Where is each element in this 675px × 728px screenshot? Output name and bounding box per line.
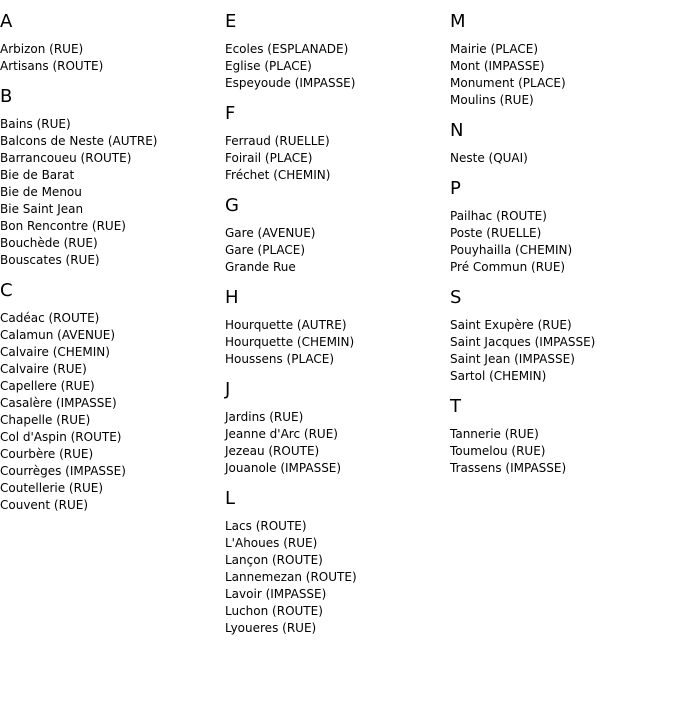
- section-s: [450, 287, 675, 385]
- street-list: [0, 310, 225, 514]
- street-link[interactable]: Jeanne d'Arc (RUE): [225, 427, 338, 441]
- street-link[interactable]: Col d'Aspin (ROUTE): [0, 430, 122, 444]
- street-link[interactable]: Casalère (IMPASSE): [0, 396, 117, 410]
- section-letter: N: [450, 120, 464, 141]
- street-link[interactable]: Coutellerie (RUE): [0, 481, 103, 495]
- street-link[interactable]: Mairie (PLACE): [450, 42, 539, 56]
- column-3: [450, 0, 675, 477]
- street-link[interactable]: Calvaire (RUE): [0, 362, 87, 376]
- street-link[interactable]: Lannemezan (ROUTE): [225, 570, 357, 584]
- section-l: [225, 488, 450, 637]
- street-link[interactable]: Monument (PLACE): [450, 76, 566, 90]
- street-link[interactable]: Foirail (PLACE): [225, 151, 313, 165]
- street-link[interactable]: Moulins (RUE): [450, 93, 534, 107]
- street-list: [225, 225, 450, 276]
- section-letter: A: [0, 11, 13, 32]
- street-link[interactable]: Chapelle (RUE): [0, 413, 91, 427]
- street-list: [450, 317, 675, 385]
- street-link[interactable]: Trassens (IMPASSE): [450, 461, 567, 475]
- street-link[interactable]: Lançon (ROUTE): [225, 553, 323, 567]
- street-link[interactable]: Pouyhailla (CHEMIN): [450, 243, 573, 257]
- street-list: [450, 208, 675, 276]
- section-letter: P: [450, 178, 461, 199]
- street-list: [225, 518, 450, 637]
- street-link[interactable]: Neste (QUAI): [450, 151, 528, 165]
- section-letter: C: [0, 280, 13, 301]
- column-1: [0, 0, 225, 514]
- street-link[interactable]: Arbizon (RUE): [0, 42, 84, 56]
- street-link[interactable]: Lavoir (IMPASSE): [225, 587, 327, 601]
- street-link[interactable]: Bie de Menou: [0, 185, 82, 199]
- section-b: [0, 86, 225, 269]
- section-letter: J: [225, 379, 231, 400]
- section-g: [225, 195, 450, 276]
- street-link[interactable]: Hourquette (AUTRE): [225, 318, 347, 332]
- street-link[interactable]: Gare (PLACE): [225, 243, 306, 257]
- street-list: [225, 409, 450, 477]
- section-j: [225, 379, 450, 477]
- section-letter: G: [225, 195, 239, 216]
- street-link[interactable]: Courbère (RUE): [0, 447, 94, 461]
- street-list: [225, 133, 450, 184]
- street-link[interactable]: Tannerie (RUE): [450, 427, 539, 441]
- street-link[interactable]: Barrancoueu (ROUTE): [0, 151, 132, 165]
- section-e: [225, 11, 450, 92]
- street-link[interactable]: Toumelou (RUE): [450, 444, 546, 458]
- section-letter: E: [225, 11, 237, 32]
- street-link[interactable]: Bie Saint Jean: [0, 202, 84, 216]
- street-link[interactable]: Bouscates (RUE): [0, 253, 100, 267]
- street-link[interactable]: Eglise (PLACE): [225, 59, 312, 73]
- street-link[interactable]: Jouanole (IMPASSE): [225, 461, 342, 475]
- street-list: [450, 426, 675, 477]
- section-letter: S: [450, 287, 462, 308]
- street-link[interactable]: Houssens (PLACE): [225, 352, 335, 366]
- street-link[interactable]: Artisans (ROUTE): [0, 59, 104, 73]
- street-link[interactable]: Bon Rencontre (RUE): [0, 219, 126, 233]
- section-f: [225, 103, 450, 184]
- section-letter: L: [225, 488, 236, 509]
- section-a: [0, 11, 225, 75]
- street-link[interactable]: Couvent (RUE): [0, 498, 89, 512]
- section-h: [225, 287, 450, 368]
- section-n: [450, 120, 675, 167]
- street-link[interactable]: Luchon (ROUTE): [225, 604, 323, 618]
- street-link[interactable]: Balcons de Neste (AUTRE): [0, 134, 158, 148]
- street-link[interactable]: Poste (RUELLE): [450, 226, 542, 240]
- street-link[interactable]: Calamun (AVENUE): [0, 328, 116, 342]
- street-link[interactable]: Pailhac (ROUTE): [450, 209, 547, 223]
- column-2: [225, 0, 450, 637]
- street-link[interactable]: Fréchet (CHEMIN): [225, 168, 331, 182]
- section-letter: F: [225, 103, 236, 124]
- street-link[interactable]: Cadéac (ROUTE): [0, 311, 100, 325]
- street-link[interactable]: Grande Rue: [225, 260, 296, 274]
- section-t: [450, 396, 675, 477]
- section-letter: B: [0, 86, 13, 107]
- street-link[interactable]: Bie de Barat: [0, 168, 75, 182]
- street-list: [0, 41, 225, 75]
- street-link[interactable]: Jardins (RUE): [225, 410, 304, 424]
- section-c: [0, 280, 225, 514]
- street-list: [225, 41, 450, 92]
- street-link[interactable]: Espeyoude (IMPASSE): [225, 76, 356, 90]
- section-letter: H: [225, 287, 239, 308]
- street-link[interactable]: Ferraud (RUELLE): [225, 134, 330, 148]
- street-link[interactable]: Courrèges (IMPASSE): [0, 464, 126, 478]
- street-link[interactable]: Mont (IMPASSE): [450, 59, 545, 73]
- street-link[interactable]: Capellere (RUE): [0, 379, 95, 393]
- street-link[interactable]: Gare (AVENUE): [225, 226, 316, 240]
- section-m: [450, 11, 675, 109]
- street-link[interactable]: Bouchède (RUE): [0, 236, 98, 250]
- section-letter: T: [450, 396, 461, 417]
- street-link[interactable]: Saint Exupère (RUE): [450, 318, 572, 332]
- street-link[interactable]: Hourquette (CHEMIN): [225, 335, 355, 349]
- street-link[interactable]: Saint Jean (IMPASSE): [450, 352, 575, 366]
- street-list: [225, 317, 450, 368]
- street-link[interactable]: Sartol (CHEMIN): [450, 369, 547, 383]
- street-link[interactable]: Jezeau (ROUTE): [225, 444, 320, 458]
- street-link[interactable]: Lyoueres (RUE): [225, 621, 317, 635]
- street-link[interactable]: Calvaire (CHEMIN): [0, 345, 110, 359]
- section-letter: M: [450, 11, 466, 32]
- street-link[interactable]: Ecoles (ESPLANADE): [225, 42, 349, 56]
- street-list: [0, 116, 225, 269]
- street-link[interactable]: Bains (RUE): [0, 117, 71, 131]
- street-link[interactable]: Saint Jacques (IMPASSE): [450, 335, 596, 349]
- street-link[interactable]: Lacs (ROUTE): [225, 519, 307, 533]
- street-list: [450, 41, 675, 109]
- section-p: [450, 178, 675, 276]
- street-link[interactable]: Pré Commun (RUE): [450, 260, 566, 274]
- street-link[interactable]: L'Ahoues (RUE): [225, 536, 318, 550]
- street-list: [450, 150, 675, 167]
